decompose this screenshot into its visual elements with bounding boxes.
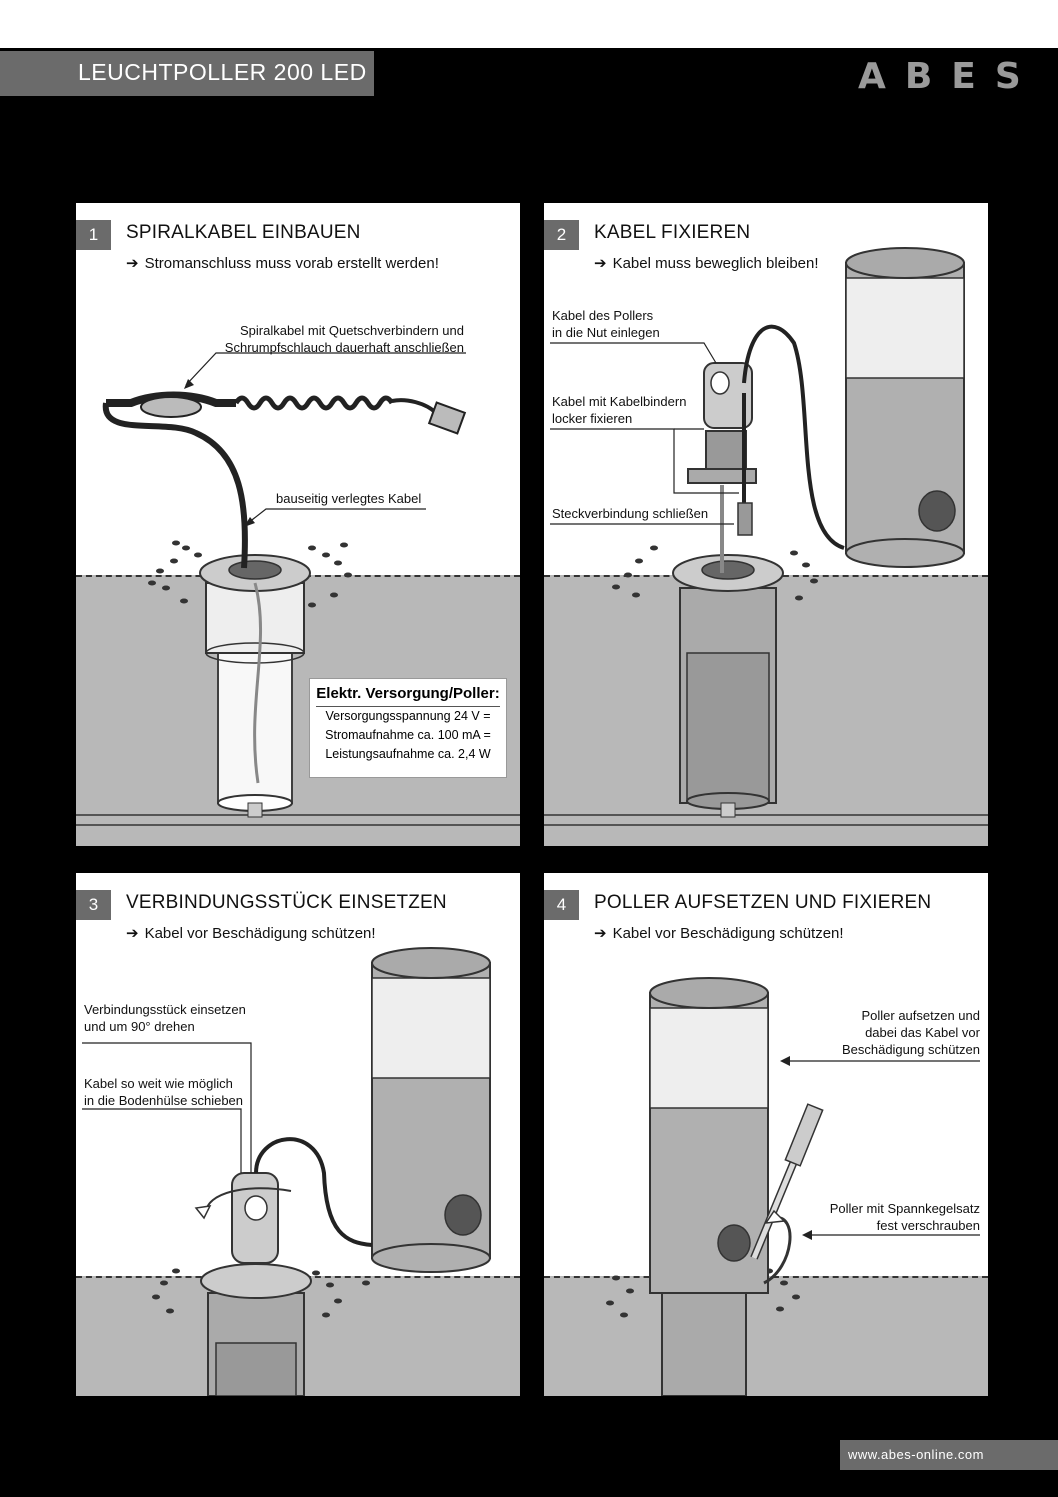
website-link[interactable]: www.abes-online.com: [840, 1440, 1058, 1470]
label-cable-ties: [552, 393, 686, 427]
step-subtitle-text: Kabel vor Beschädigung schützen!: [144, 925, 376, 942]
info-line: Leistungsaufnahme ca. 2,4 W: [325, 747, 491, 761]
power-info-box: [309, 678, 507, 778]
label-line: Verbindungsstück einsetzen: [84, 1002, 246, 1017]
step-panel-4: [544, 873, 988, 1396]
label-line: und um 90° drehen: [84, 1019, 195, 1034]
label-line: in die Bodenhülse schieben: [84, 1093, 244, 1108]
label-groove: [552, 307, 660, 341]
step-panel-2: [544, 203, 988, 846]
info-heading: Elektr. Versorgung/Poller:: [316, 685, 500, 707]
label-plug-connection: Steckverbindung schließen: [552, 506, 709, 521]
label-line: Kabel mit Kabelbindern: [552, 394, 687, 409]
label-line: Kabel des Pollers: [552, 308, 654, 323]
step-title: SPIRALKABEL EINBAUEN: [126, 222, 361, 243]
step-subtitle-text: Stromanschluss muss vorab erstellt werden!: [144, 255, 439, 272]
label-line: Poller mit Spannkegelsatz: [829, 1201, 980, 1216]
arrow-right-icon: ➔: [594, 255, 607, 272]
arrow-right-icon: ➔: [126, 925, 139, 942]
step-subtitle: [126, 924, 376, 942]
arrow-right-icon: ➔: [126, 255, 139, 272]
step-subtitle: [126, 254, 439, 272]
abes-logo: ABES: [858, 56, 1040, 97]
step-4-illustration: [544, 873, 988, 1396]
step-2-illustration: [544, 203, 988, 846]
label-push-cable: [84, 1075, 243, 1109]
label-insert-connector: [84, 1001, 246, 1035]
label-line: Beschädigung schützen: [841, 1042, 980, 1057]
arrow-right-icon: ➔: [594, 925, 607, 942]
label-line: fest verschrauben: [876, 1218, 980, 1233]
step-number: 4: [544, 890, 579, 920]
label-screw-bollard: [780, 1200, 980, 1234]
step-title: VERBINDUNGSSTÜCK EINSETZEN: [126, 892, 447, 913]
label-spiral-cable: [216, 322, 464, 356]
step-subtitle: [594, 924, 844, 942]
label-line: Spiralkabel mit Quetschverbindern und: [239, 323, 464, 338]
step-number: 2: [544, 220, 579, 250]
label-line: in die Nut einlegen: [552, 325, 660, 340]
step-subtitle: [594, 254, 819, 272]
info-line: Stromaufnahme ca. 100 mA =: [325, 728, 491, 742]
label-line: dabei das Kabel vor: [865, 1025, 980, 1040]
label-line: locker fixieren: [552, 411, 633, 426]
label-line: Schrumpfschlauch dauerhaft anschließen: [224, 340, 464, 355]
step-subtitle-text: Kabel muss beweglich bleiben!: [612, 255, 819, 272]
label-set-bollard: [780, 1007, 980, 1058]
page-title: LEUCHTPOLLER 200 LED: [78, 59, 367, 85]
label-line: Poller aufsetzen und: [861, 1008, 980, 1023]
step-number: 1: [76, 220, 111, 250]
page-top-margin: [0, 0, 1058, 48]
step-number: 3: [76, 890, 111, 920]
step-title: POLLER AUFSETZEN UND FIXIEREN: [594, 892, 932, 913]
info-line: Versorgungsspannung 24 V =: [325, 709, 491, 723]
step-panel-1: [76, 203, 520, 846]
label-site-cable: bauseitig verlegtes Kabel: [276, 491, 422, 506]
title-bar: [0, 51, 374, 96]
step-3-illustration: [76, 873, 520, 1396]
step-title: KABEL FIXIEREN: [594, 222, 751, 243]
step-panel-3: [76, 873, 520, 1396]
label-line: Kabel so weit wie möglich: [84, 1076, 233, 1091]
step-subtitle-text: Kabel vor Beschädigung schützen!: [612, 925, 844, 942]
